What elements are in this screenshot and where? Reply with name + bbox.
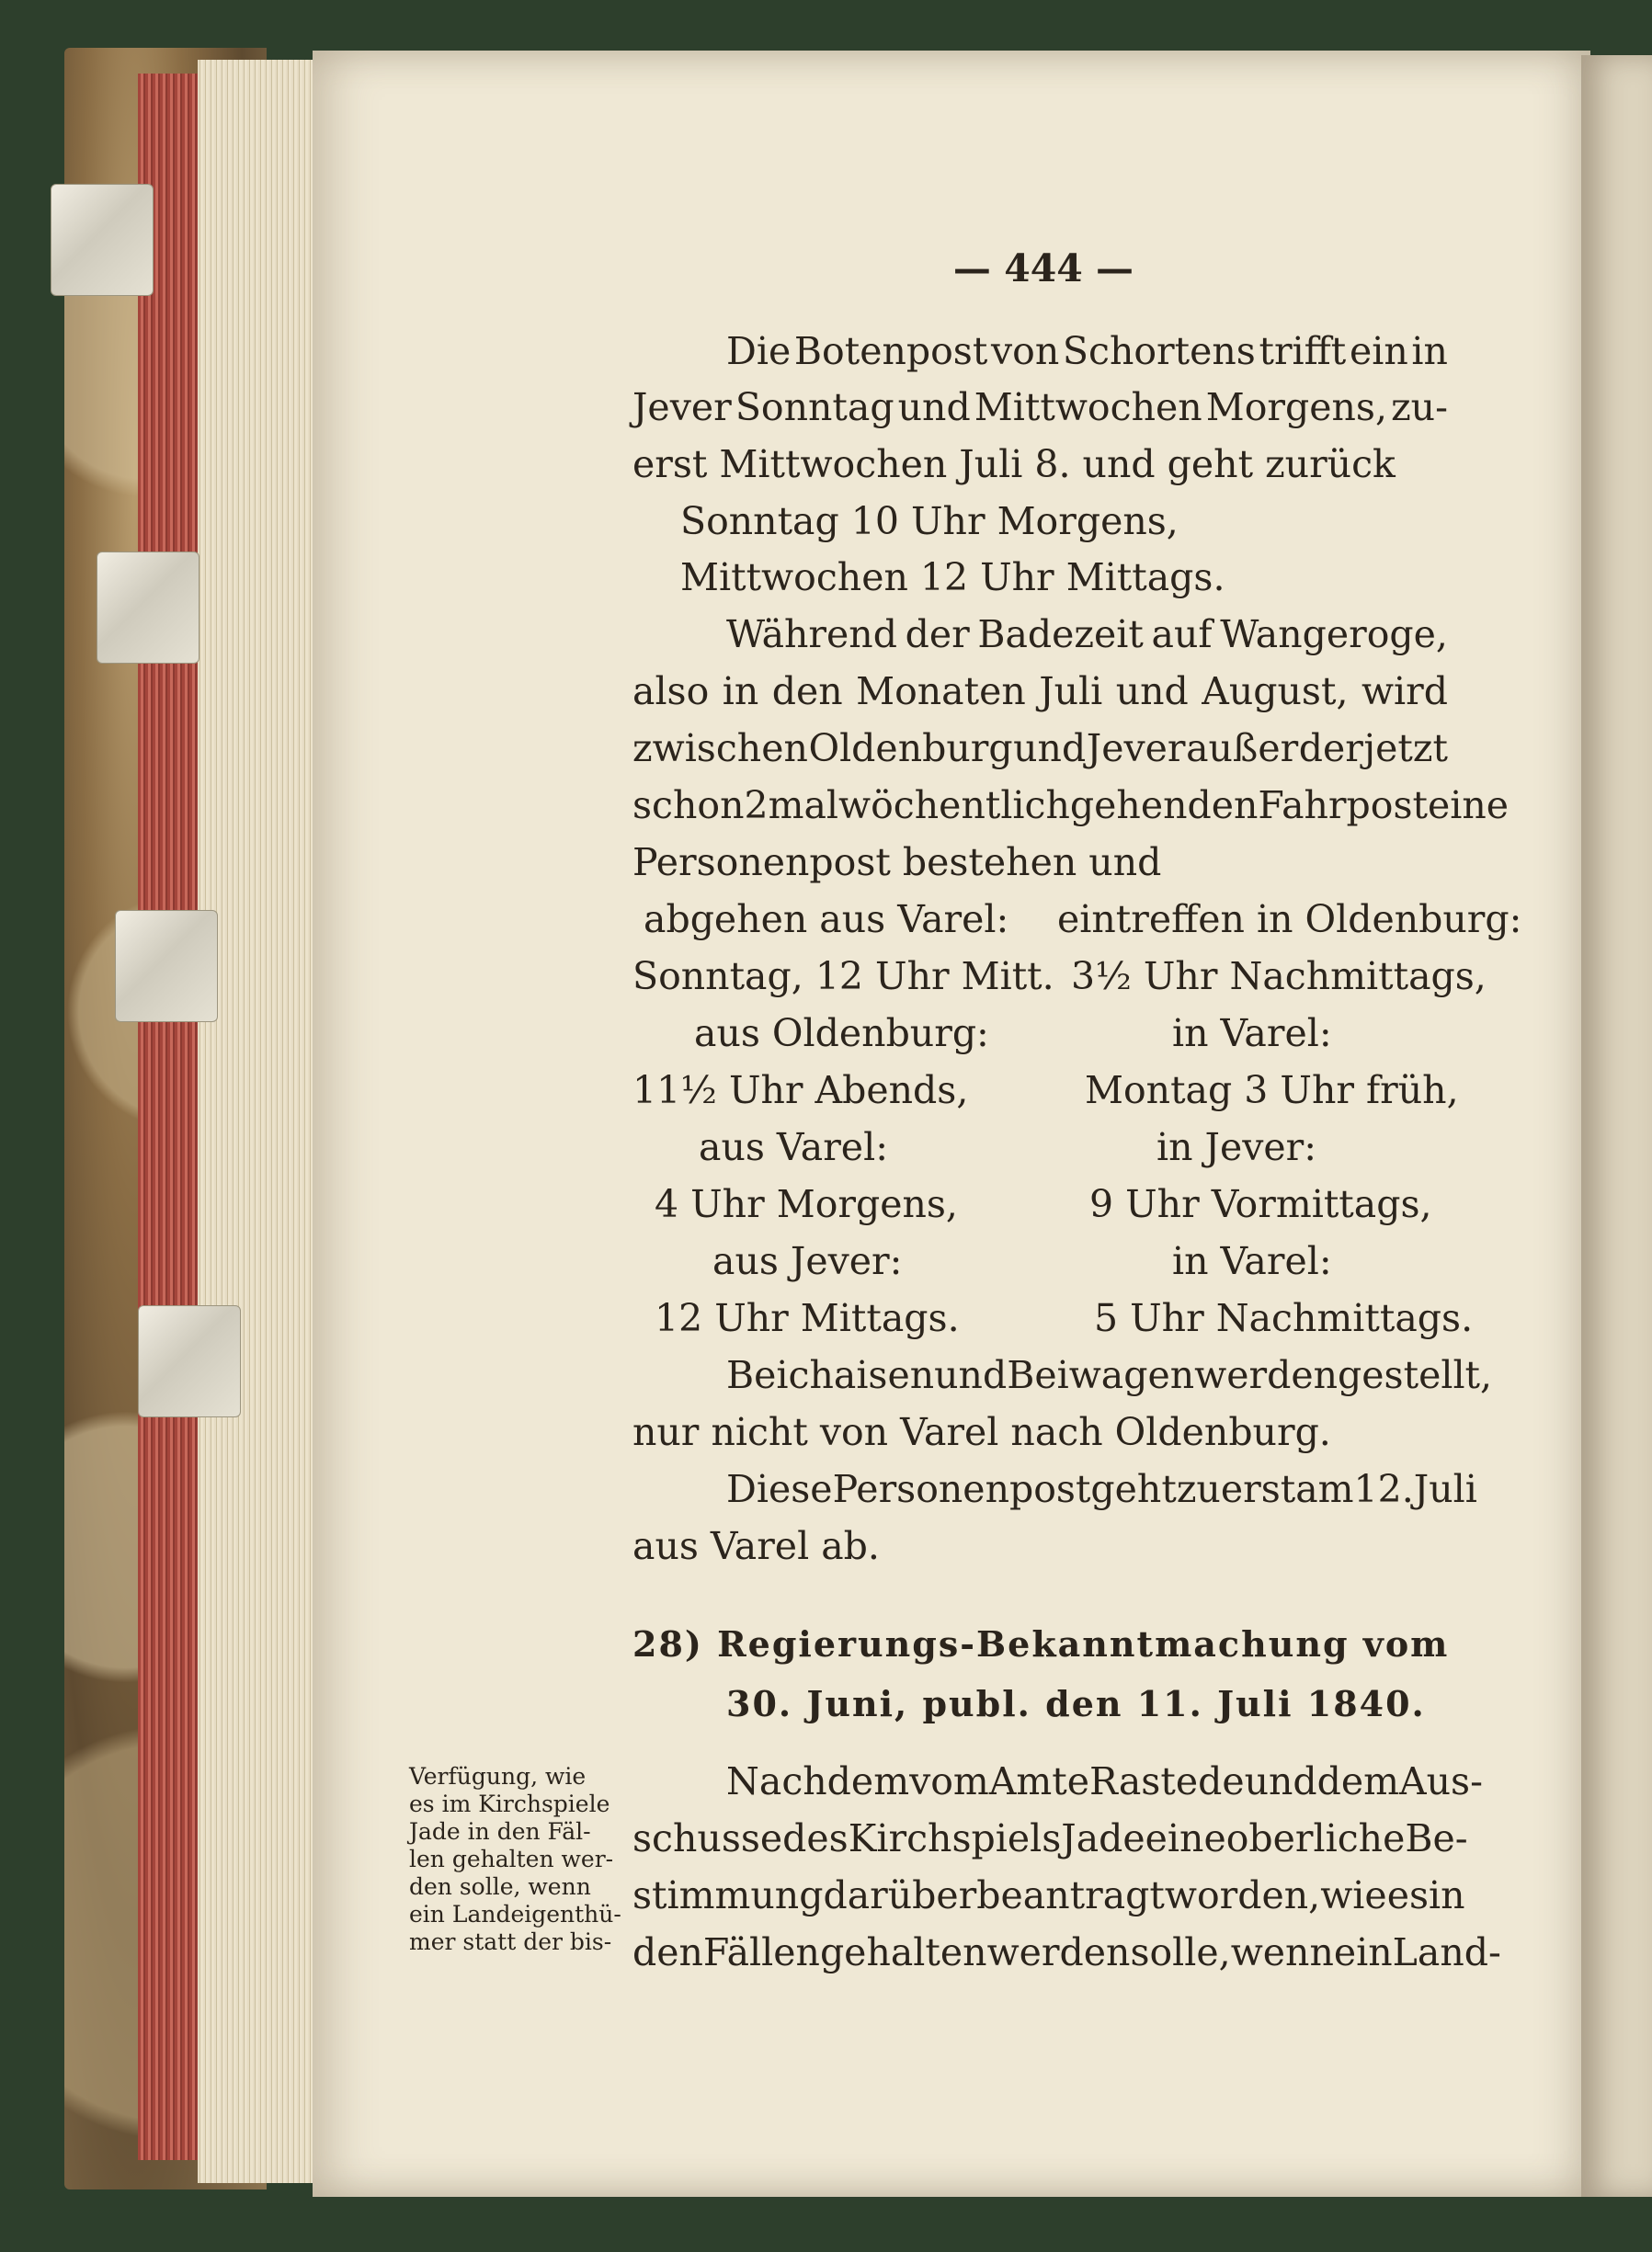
text-line: stimmung darüber beantragt worden, wie es in xyxy=(632,1873,1465,1917)
schedule-right-cell: in Jever: xyxy=(1156,1125,1317,1169)
marginal-note-line: es im Kirchspiele xyxy=(409,1791,610,1817)
marginal-note-line: len gehalten wer- xyxy=(409,1846,614,1872)
text-line: Beichaisen und Beiwagen werden gestellt, xyxy=(726,1353,1493,1397)
schedule-left-cell: aus Varel: xyxy=(699,1125,889,1169)
marginal-note-line: ein Landeigenthü- xyxy=(409,1901,621,1928)
text-line: schusse des Kirchspiels Jade eine oberliche Be- xyxy=(632,1816,1468,1860)
marginal-note-line: den solle, wenn xyxy=(409,1873,591,1900)
schedule-left-cell: 12 Uhr Mittags. xyxy=(655,1296,960,1340)
text-line: Sonntag 10 Uhr Morgens, xyxy=(680,499,1179,543)
text-line: nur nicht von Varel nach Oldenburg. xyxy=(632,1410,1331,1454)
paper-tab xyxy=(51,184,154,296)
text-line: Diese Personenpost geht zuerst am 12. Juli xyxy=(726,1467,1477,1511)
text-line: erst Mittwochen Juli 8. und geht zurück xyxy=(632,442,1396,486)
text-line: schon 2 mal wöchentlich gehenden Fahrpost eine xyxy=(632,783,1510,827)
schedule-left-cell: aus Oldenburg: xyxy=(694,1011,989,1055)
paper-tab xyxy=(115,910,218,1022)
text-line: den Fällen gehalten werden solle, wenn ein Land- xyxy=(632,1930,1501,1974)
facing-page-edge xyxy=(1581,55,1652,2197)
text-line: Während der Badezeit auf Wangeroge, xyxy=(726,612,1448,656)
text-line: also in den Monaten Juli und August, wird xyxy=(632,669,1448,713)
text-line: Mittwochen 12 Uhr Mittags. xyxy=(680,555,1225,599)
schedule-right-cell: in Varel: xyxy=(1172,1239,1332,1283)
marginal-note-line: Jade in den Fäl- xyxy=(409,1818,591,1845)
schedule-right-cell: 5 Uhr Nachmittags. xyxy=(1094,1296,1474,1340)
paper-tab xyxy=(97,552,199,664)
schedule-left-cell: 11½ Uhr Abends, xyxy=(632,1068,969,1112)
schedule-left-cell: aus Jever: xyxy=(712,1239,903,1283)
schedule-right-cell: Montag 3 Uhr früh, xyxy=(1085,1068,1459,1112)
section-heading-line: 28) Regierungs-Bekanntmachung vom xyxy=(632,1623,1450,1665)
page-stack xyxy=(198,60,326,2183)
marginal-note-line: mer statt der bis- xyxy=(409,1928,612,1955)
text-line: Die Botenpost von Schortens trifft ein in xyxy=(726,329,1448,373)
schedule-right-cell: 9 Uhr Vormittags, xyxy=(1089,1182,1432,1226)
text-line: Personenpost bestehen und xyxy=(632,840,1162,884)
section-heading-line: 30. Juni, publ. den 11. Juli 1840. xyxy=(726,1683,1426,1724)
text-line: Jever Sonntag und Mittwochen Morgens, zu- xyxy=(632,385,1448,429)
schedule-right-cell: eintreffen in Oldenburg: xyxy=(1057,897,1522,941)
schedule-right-cell: 3½ Uhr Nachmittags, xyxy=(1071,954,1487,998)
text-line: zwischen Oldenburg und Jever außer der jetzt xyxy=(632,726,1448,770)
schedule-right-cell: in Varel: xyxy=(1172,1011,1332,1055)
schedule-left-cell: 4 Uhr Morgens, xyxy=(655,1182,958,1226)
paper-tab xyxy=(138,1305,241,1417)
schedule-left-cell: abgehen aus Varel: xyxy=(644,897,1009,941)
text-line: Nachdem vom Amte Rastede und dem Aus- xyxy=(726,1759,1483,1803)
page-number: — 444 — xyxy=(952,246,1134,290)
schedule-left-cell: Sonntag, 12 Uhr Mitt. xyxy=(632,954,1054,998)
marginal-note-line: Verfügung, wie xyxy=(409,1763,587,1790)
red-page-edge xyxy=(138,74,202,2160)
text-line: aus Varel ab. xyxy=(632,1524,880,1568)
